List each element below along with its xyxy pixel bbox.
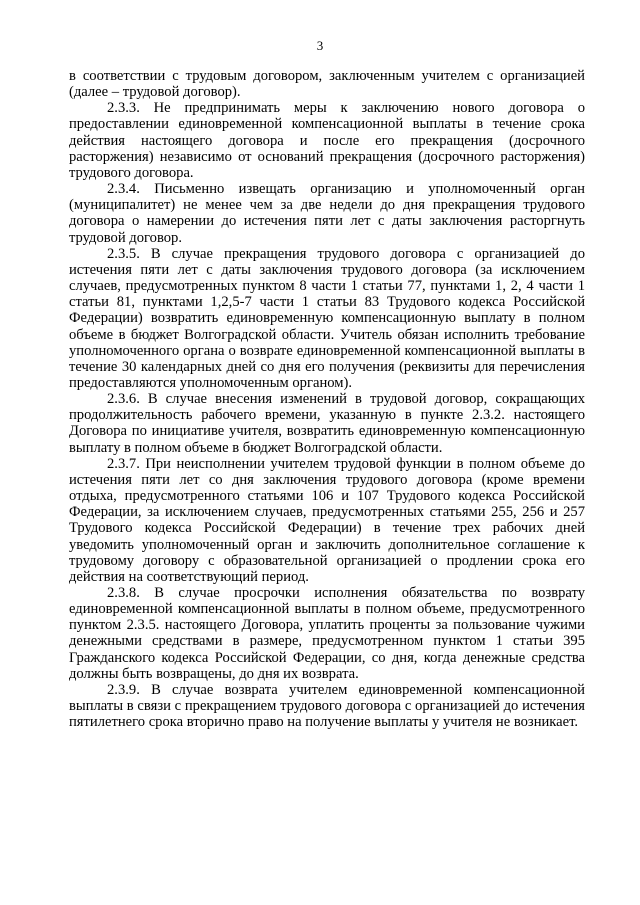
paragraph-continuation: в соответствии с трудовым договором, заключенным учителем с организацией (далее – трудовой договор).: [69, 68, 585, 101]
paragraph-2-3-6: 2.3.6. В случае внесения изменений в трудовой договор, сокращающих продолжительность рабочего времени, указанную в пункте 2.3.2. настоящего Договора по инициативе учителя, возвратить единовременную компенсационную выплату в полном объеме в бюджет Волгоградской области.: [69, 391, 585, 456]
page-number: 3: [316, 38, 324, 53]
document-body: [69, 68, 585, 730]
paragraph-2-3-9: 2.3.9. В случае возврата учителем единовременной компенсационной выплаты в связи с прекращением трудового договора с организацией до истечения пятилетнего срока вторично право на получение выплаты у учителя не возникает.: [69, 681, 585, 731]
paragraph-2-3-7: 2.3.7. При неисполнении учителем трудовой функции в полном объеме до истечения пяти лет со дня заключения трудового договора (кроме времени отдыха, предусмотренного статьями 106 и 107 Трудового кодекса Российской Федерации, за исключением случаев, предусмотренных статьями 255, 256 и 257 Трудового кодекса Российской Федерации) в течение трех рабочих дней уведомить уполномоченный орган и заключить дополнительное соглашение к трудовому договору с образовательной организацией о продлении срока его действия на соответствующий период.: [69, 455, 585, 585]
paragraph-2-3-3: 2.3.3. Не предпринимать меры к заключению нового договора о предоставлении единовременной компенсационной выплаты в течение срока действия настоящего договора и после его прекращения (досрочного расторжения) независимо от оснований прекращения (досрочного расторжения) трудового договора.: [69, 100, 585, 181]
paragraph-2-3-5: 2.3.5. В случае прекращения трудового договора с организацией до истечения пяти лет с даты заключения трудового договора (за исключением случаев, предусмотренных пунктом 8 части 1 статьи 77, пунктами 1, 2, 4 части 1 статьи 81, пунктами 1,2,5-7 части 1 статьи 83 Трудового кодекса Российской Федерации) возвратить единовременную компенсационную выплату в полном объеме в бюджет Волгоградской области. Учитель обязан исполнить требование уполномоченного органа о возврате единовременной компенсационной выплаты в течение 30 календарных дней со дня его получения (реквизиты для перечисления предоставляются уполномоченным органом).: [69, 245, 585, 391]
paragraph-2-3-4: 2.3.4. Письменно извещать организацию и уполномоченный орган (муниципалитет) не менее чем за две недели до дня прекращения трудового договора о намерении до истечения пяти лет с даты заключения расторгнуть трудовой договор.: [69, 181, 585, 246]
paragraph-2-3-8: 2.3.8. В случае просрочки исполнения обязательства по возврату единовременной компенсационной выплаты в полном объеме, предусмотренного пунктом 2.3.5. настоящего Договора, уплатить проценты за пользование чужими денежными средствами в размере, предусмотренном пунктом 1 статьи 395 Гражданского кодекса Российской Федерации, со дня, когда денежные средства должны быть возвращены, до дня их возврата.: [69, 585, 585, 682]
